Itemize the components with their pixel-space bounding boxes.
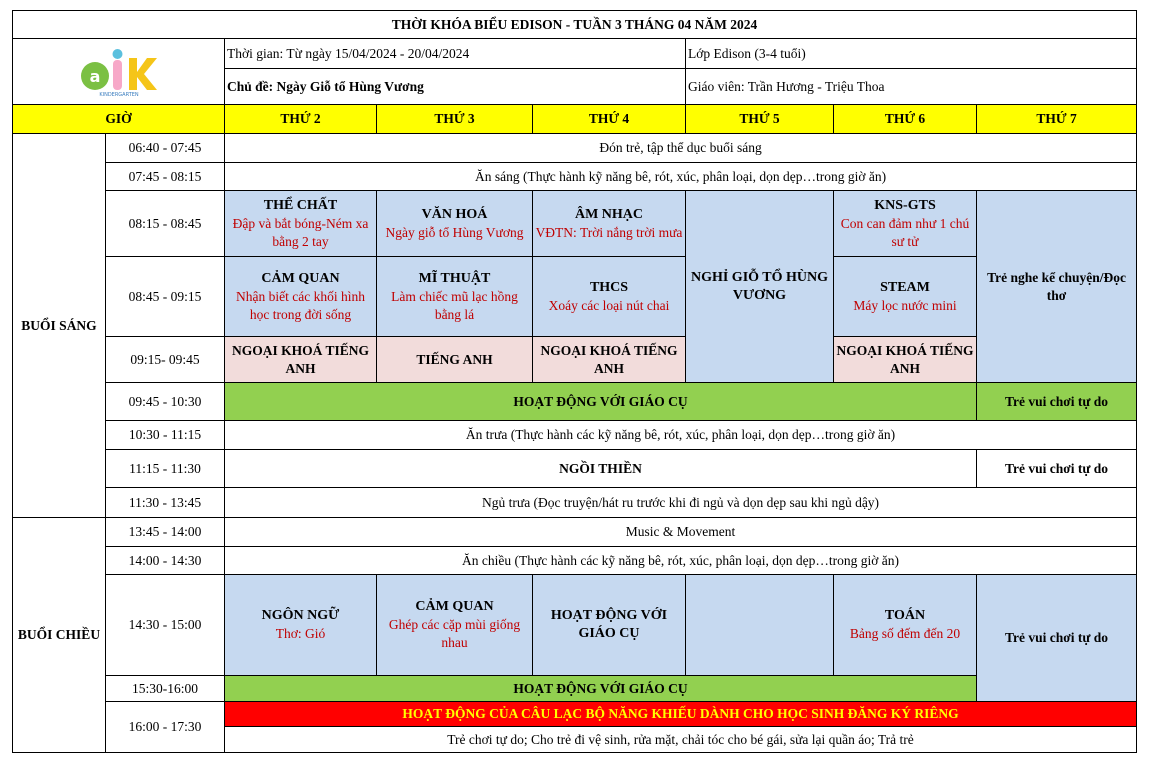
- activity-cell: Đón trẻ, tập thể dục buổi sáng: [225, 134, 1137, 163]
- activity-cell: Trẻ chơi tự do; Cho trẻ đi vệ sinh, rửa mặt, chải tóc cho bé gái, sửa lại quần áo; Trả trẻ: [225, 727, 1137, 753]
- club-activity-banner: HOẠT ĐỘNG CỦA CÂU LẠC BỘ NĂNG KHIẾU DÀNH CHO HỌC SINH ĐĂNG KÝ RIÊNG: [225, 702, 1137, 727]
- teaching-aids-activity: HOẠT ĐỘNG VỚI GIÁO CỤ: [225, 383, 977, 421]
- lesson-subject: TOÁN: [884, 608, 926, 623]
- english-cell: NGOẠI KHOÁ TIẾNG ANH: [834, 337, 977, 383]
- free-play-cell: Trẻ vui chơi tự do: [977, 575, 1137, 702]
- lesson-subject: MĨ THUẬT: [418, 270, 491, 286]
- lesson-cell: [377, 575, 533, 676]
- lesson-subject: KNS-GTS: [874, 197, 936, 213]
- lesson-detail: Máy lọc nước mini: [853, 297, 957, 313]
- lesson-detail: VĐTN: Trời nắng trời mưa: [535, 224, 683, 240]
- lesson-cell: [533, 257, 686, 337]
- time-slot: 10:30 - 11:15: [106, 421, 225, 450]
- time-slot: 09:15- 09:45: [106, 337, 225, 383]
- timetable: [12, 10, 1137, 753]
- activity-cell: Ăn chiều (Thực hành các kỹ năng bê, rót, xúc, phân loại, dọn dẹp…trong giờ ăn): [225, 547, 1137, 575]
- header-sat: THỨ 7: [977, 105, 1137, 134]
- lesson-cell: [533, 191, 686, 257]
- lesson-detail: Nhận biết các khối hình học trong đời sống: [236, 288, 365, 322]
- time-slot: 06:40 - 07:45: [106, 134, 225, 163]
- header-thu: THỨ 5: [686, 105, 834, 134]
- header-tue: THỨ 3: [377, 105, 533, 134]
- lesson-detail: Con can đảm như 1 chú sư tử: [840, 215, 970, 249]
- lesson-subject: ÂM NHẠC: [574, 206, 644, 222]
- lesson-subject: CẢM QUAN: [261, 270, 340, 286]
- theme: Chủ đề: Ngày Giỗ tổ Hùng Vương: [225, 69, 686, 105]
- holiday-cell: NGHỈ GIỖ TỔ HÙNG VƯƠNG: [686, 191, 834, 383]
- time-range: Thời gian: Từ ngày 15/04/2024 - 20/04/2024: [225, 39, 686, 69]
- lesson-subject: VĂN HOÁ: [421, 206, 488, 222]
- time-slot: 16:00 - 17:30: [106, 702, 225, 753]
- activity-cell: Ăn sáng (Thực hành kỹ năng bê, rót, xúc, phân loại, dọn dẹp…trong giờ ăn): [225, 163, 1137, 191]
- lesson-cell: [225, 257, 377, 337]
- time-slot: 08:45 - 09:15: [106, 257, 225, 337]
- saturday-story-cell: Trẻ nghe kể chuyện/Đọc thơ: [977, 191, 1137, 383]
- aik-logo-icon: [73, 46, 165, 98]
- logo-cell: [13, 39, 225, 105]
- english-cell: TIẾNG ANH: [377, 337, 533, 383]
- header-fri: THỨ 6: [834, 105, 977, 134]
- time-slot: 11:30 - 13:45: [106, 488, 225, 518]
- lesson-subject: STEAM: [880, 279, 930, 295]
- time-slot: 15:30-16:00: [106, 676, 225, 702]
- english-cell: NGOẠI KHOÁ TIẾNG ANH: [533, 337, 686, 383]
- meditation-cell: NGỒI THIỀN: [225, 450, 977, 488]
- free-play-cell: Trẻ vui chơi tự do: [977, 383, 1137, 421]
- lesson-cell: [377, 191, 533, 257]
- lesson-subject: THCS: [589, 279, 629, 295]
- lesson-subject: NGÔN NGỮ: [261, 608, 340, 623]
- session-morning: BUỔI SÁNG: [13, 134, 106, 518]
- header-mon: THỨ 2: [225, 105, 377, 134]
- lesson-detail: Đập và bắt bóng-Ném xa bằng 2 tay: [232, 215, 369, 249]
- lesson-cell: HOẠT ĐỘNG VỚI GIÁO CỤ: [533, 575, 686, 676]
- lesson-cell: [834, 257, 977, 337]
- lesson-cell: [225, 575, 377, 676]
- class-name: Lớp Edison (3-4 tuổi): [686, 39, 1137, 69]
- lesson-cell: [225, 191, 377, 257]
- time-slot: 11:15 - 11:30: [106, 450, 225, 488]
- time-slot: 13:45 - 14:00: [106, 518, 225, 547]
- lesson-cell: [834, 191, 977, 257]
- empty-cell: [686, 575, 834, 676]
- activity-cell: Ăn trưa (Thực hành các kỹ năng bê, rót, xúc, phân loại, dọn dẹp…trong giờ ăn): [225, 421, 1137, 450]
- page-title: THỜI KHÓA BIỂU EDISON - TUẦN 3 THÁNG 04 NĂM 2024: [13, 11, 1137, 39]
- teachers: Giáo viên: Trần Hương - Triệu Thoa: [686, 69, 1137, 105]
- time-slot: 08:15 - 08:45: [106, 191, 225, 257]
- lesson-detail: Xoáy các loại nút chai: [548, 297, 670, 313]
- lesson-cell: [377, 257, 533, 337]
- svg-text:KINDERGARTEN: KINDERGARTEN: [98, 91, 139, 98]
- time-slot: 07:45 - 08:15: [106, 163, 225, 191]
- time-slot: 14:30 - 15:00: [106, 575, 225, 676]
- header-wed: THỨ 4: [533, 105, 686, 134]
- teaching-aids-activity: HOẠT ĐỘNG VỚI GIÁO CỤ: [225, 676, 977, 702]
- header-gio: GIỜ: [13, 105, 225, 134]
- lesson-subject: THỂ CHẤT: [263, 197, 338, 213]
- activity-cell: Music & Movement: [225, 518, 1137, 547]
- lesson-subject: CẢM QUAN: [415, 599, 494, 614]
- activity-cell: Ngủ trưa (Đọc truyện/hát ru trước khi đi ngủ và dọn dẹp sau khi ngủ dậy): [225, 488, 1137, 518]
- lesson-detail: Ngày giỗ tổ Hùng Vương: [385, 224, 524, 240]
- time-slot: 14:00 - 14:30: [106, 547, 225, 575]
- lesson-detail: Làm chiếc mũ lạc hồng bằng lá: [391, 288, 518, 322]
- time-slot: 09:45 - 10:30: [106, 383, 225, 421]
- session-afternoon: BUỔI CHIỀU: [13, 518, 106, 753]
- lesson-cell: [834, 575, 977, 676]
- lesson-detail: Bảng số đếm đến 20: [849, 626, 961, 641]
- svg-text:a: a: [89, 66, 100, 86]
- lesson-detail: Thơ: Gió: [275, 626, 326, 641]
- free-play-cell: Trẻ vui chơi tự do: [977, 450, 1137, 488]
- lesson-detail: Ghép các cặp mùi giống nhau: [388, 617, 521, 650]
- school-logo: [15, 46, 222, 98]
- english-cell: NGOẠI KHOÁ TIẾNG ANH: [225, 337, 377, 383]
